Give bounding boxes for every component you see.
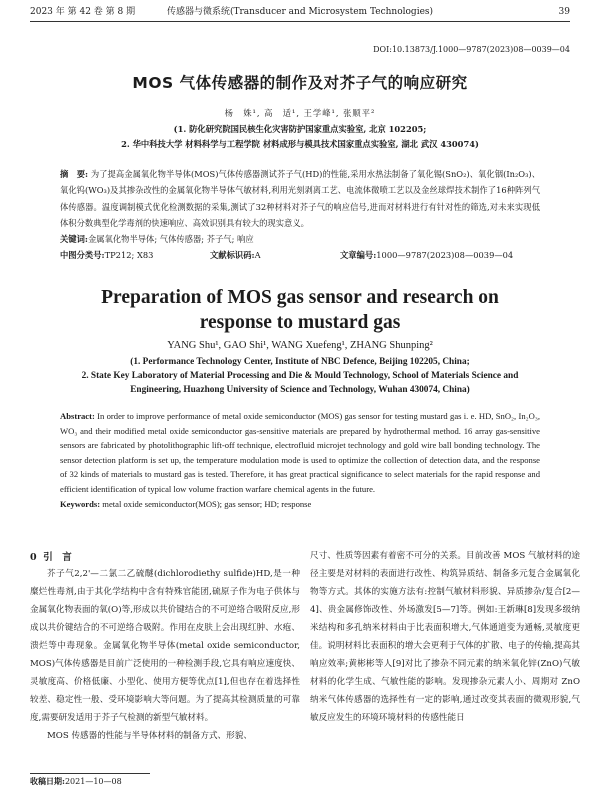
english-abstract-block [60, 409, 540, 511]
classification-row [60, 247, 540, 263]
english-keywords-label: Keywords: [60, 498, 101, 509]
body-paragraph: MOS 传感器的性能与半导体材料的制备方式、形貌、 [47, 731, 252, 741]
chinese-affiliation-1: (1. 防化研究院国民核生化灾害防护国家重点实验室, 北京 102205; [173, 124, 427, 134]
english-keywords-text: metal oxide semiconductor(MOS); gas sensor; HD; response [102, 498, 312, 509]
journal-issue: 2023 年 第 42 卷 第 8 期 [30, 7, 136, 17]
running-header [30, 5, 570, 19]
received-label: 收稿日期: [30, 776, 65, 786]
english-affiliation-3: Engineering, Huazhong University of Science and Technology, Wuhan 430074, China) [130, 385, 470, 395]
chinese-affiliation-2: 2. 华中科技大学 材料科学与工程学院 材料成形与模具技术国家重点实验室, 湖北 武汉 430074) [121, 139, 479, 149]
english-authors: YANG Shu¹, GAO Shi¹, WANG Xuefeng¹, ZHANG Shunping² [167, 340, 433, 351]
english-title-line-1: Preparation of MOS gas sensor and research on [101, 287, 499, 308]
body-paragraph: 芥子气2,2'—二氯二乙硫醚(dichlorodiethy sulfide)HD,是一种糜烂性毒剂,由于其化学结构中含有特殊官能团,硫原子作为电子供体与金属氧化物表面的氧(O)等,形成以共价键结合的不可逆络合吸附反应,形成以共价键结合的不可逆络合吸附。作用在皮肤上会出现红肿、水疱、溃烂等中毒现象。金属氧化物半导体(metal oxide semiconductor, MOS)气体传感器是目前广泛使用的一种检测手段,它具有响应速度快、灵敏度高、价格低廉、小型化、使用方便等优点[1],但也存在着选择性较差、稳定性一般、受环境影响大等问题。为了提高其检测质量的可靠度,需要研发适用于芥子气检测的新型气敏材料。 [30, 569, 300, 723]
header-rule [30, 21, 570, 22]
section-number: 0 [30, 552, 37, 563]
section-heading [30, 549, 72, 563]
english-affiliation-1: (1. Performance Technology Center, Institute of NBC Defence, Beijing 102205, China; [130, 357, 470, 367]
chinese-abstract-label: 摘 要: [60, 169, 89, 179]
section-title: 引 言 [43, 552, 72, 563]
doi: DOI:10.13873/J.1000—9787(2023)08—0039—04 [373, 45, 570, 54]
chinese-keywords [60, 231, 540, 247]
english-title [20, 286, 580, 335]
chinese-keywords-text: 金属氧化物半导体; 气体传感器; 芥子气; 响应 [87, 234, 254, 245]
received-date [30, 776, 122, 787]
english-abstract-text: In order to improve performance of metal oxide semiconductor (MOS) gas sensor for testing mustard gas i. e. HD, SnO₂, In₂O₃, WO₃ and their modified metal oxide semiconductor gas-sensitive materials are prepared by hydrothermal method. 16 array gas-sensitive sensors are fabricated by photolithographic lift-off technique, electrofluid microjet technology and gold wire ball bonding technology. The sensor detection platform is set up, the temperature modulation mode is used to optimize the collection of detection data, and the response of 32 kinds of materials to mustard gas is tested. Therefore, it has great practical significance to select materials for the rapid response and efficient identification of typical low volume fraction warfare chemical agents in the future. [60, 411, 540, 494]
english-abstract [60, 409, 540, 497]
chinese-abstract-block [60, 166, 540, 264]
body-column-left [30, 565, 300, 745]
chinese-abstract-text: 为了提高金属氧化物半导体(MOS)气体传感器测试芥子气(HD)的性能,采用水热法制备了氧化锡(SnO₂)、氧化铟(In₂O₃)、氧化钨(WO₃)及其掺杂改性的金属氧化物半导体气敏材料,利用光刻剥离工艺、电流体微喷工艺以及金丝球焊技术制作了16种阵列气体传感器。温度调制模式优化检测数据的采集,测试了32种材料对芥子气的响应信号,进而对材料进行有针对性的筛选,对未来实现低体积分数典型化学毒剂的快速响应、高效识别具有较大的现实意义。 [60, 169, 541, 228]
body-paragraph: 尺寸、性质等因素有着密不可分的关系。目前改善 MOS 气敏材料的途径主要是对材料的表面进行改性、构筑异质结、制备多元复合金属氧化物等方式。其体的实施方法有:控制气敏材料形貌、异质掺杂/复合[2—4]、贵金属修饰改性、外场激发[5—7]等。例如:王新琳[8]发现多级纳米结构和多孔纳米材料由于比表面积增大,气体通道变为通畅,灵敏度更佳。说明材料比表面积的增大会更利于气体的扩散、电子的传输,提高其响应效率;黄彬彬等人[9]对比了掺杂不同元素的纳米氧化锌(ZnO)气敏材料的化学生成、气敏性能的影响。发现掺杂元素人小、周期对 ZnO 纳米气体传感器的选择性有一定的影响,通过改变其表面的微观形貌,气敏反应发生的环境环境材料的传感性能日 [310, 551, 580, 723]
english-title-line-2: response to mustard gas [199, 311, 401, 333]
received-value: 2021—10—08 [64, 777, 122, 786]
chinese-keywords-label: 关键词: [60, 234, 88, 245]
clc-number: 中图分类号:TP212; X83 [60, 250, 154, 261]
chinese-authors: 杨 姝¹, 高 适¹, 王学峰¹, 张顺平² [224, 108, 376, 118]
footnote-rule [30, 773, 150, 774]
body-column-right [310, 547, 580, 727]
english-keywords [60, 497, 540, 512]
chinese-title: MOS 气体传感器的制作及对芥子气的响应研究 [132, 74, 468, 92]
english-affiliation-2: 2. State Key Laboratory of Material Processing and Die & Mould Technology, School of Materials Science and [81, 371, 519, 381]
page-number: 39 [558, 7, 570, 17]
chinese-abstract [60, 166, 540, 231]
journal-name: 传感器与微系统(Transducer and Microsystem Technologies) [166, 7, 434, 17]
article-number: 文章编号:1000—9787(2023)08—0039—04 [340, 250, 514, 261]
english-affiliations [30, 355, 570, 397]
english-abstract-label: Abstract: [60, 411, 95, 421]
document-code: 文献标识码:A [210, 250, 261, 261]
